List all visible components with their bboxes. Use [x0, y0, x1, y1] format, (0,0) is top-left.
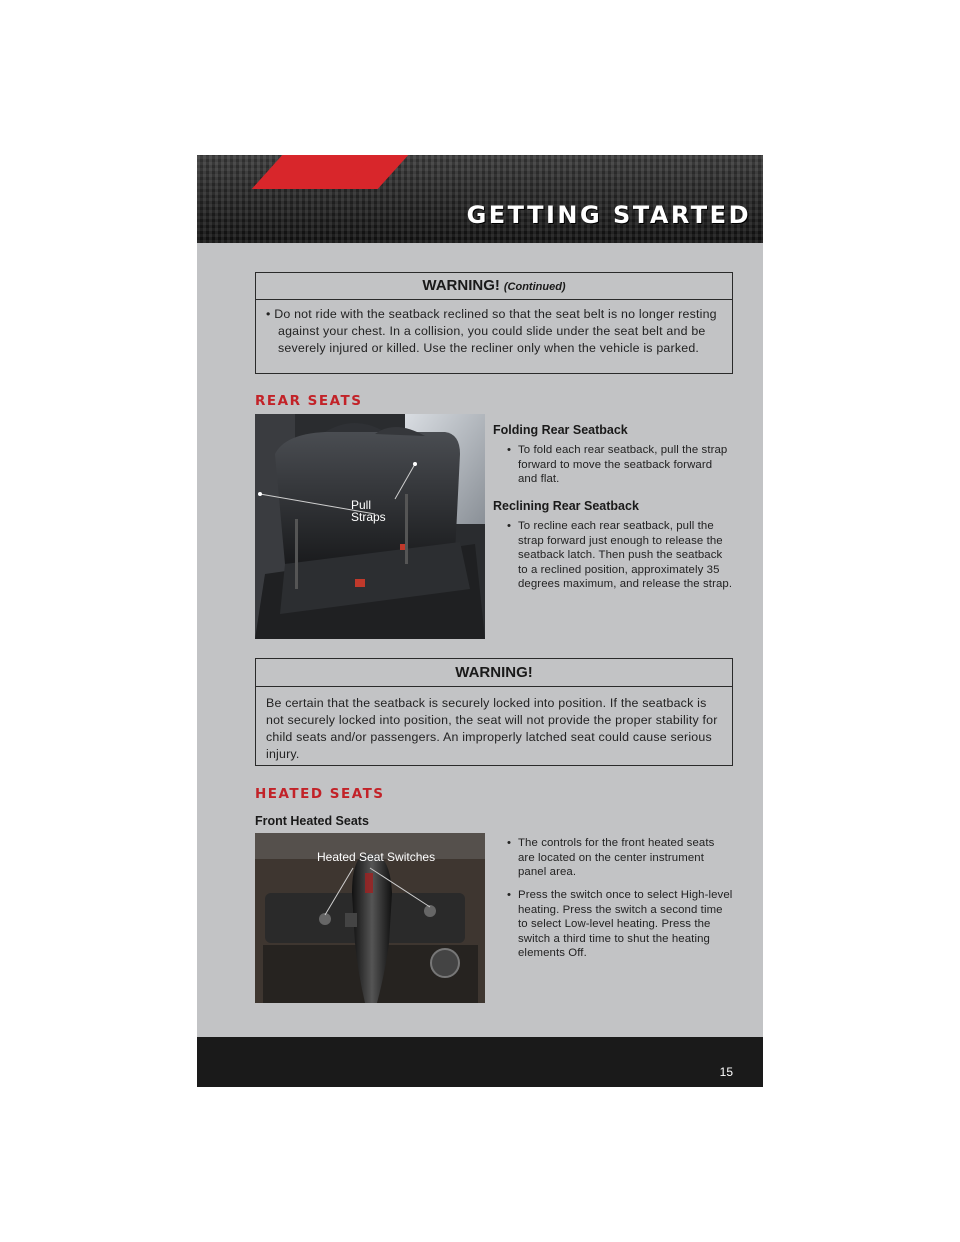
page-footer — [197, 1037, 763, 1087]
section-header-title: GETTING STARTED — [466, 201, 751, 229]
page-number: 15 — [719, 1065, 733, 1079]
heated-seat-switches-photo — [255, 833, 485, 1003]
reclining-rear-seatback-title: Reclining Rear Seatback — [493, 499, 639, 513]
warning-heading — [256, 273, 732, 300]
warning-bullet-item — [266, 306, 722, 357]
heated-bullet-1 — [507, 836, 734, 880]
folding-rear-seatback-title: Folding Rear Seatback — [493, 423, 628, 437]
photo-label-line-2: Straps — [351, 510, 386, 524]
front-heated-seats-title: Front Heated Seats — [255, 814, 369, 828]
heated-bullet-2 — [507, 888, 734, 961]
heated-seats-heading: HEATED SEATS — [255, 786, 385, 802]
rear-seats-photo — [255, 414, 485, 639]
warning-subtitle: (Continued) — [503, 281, 566, 293]
warning-body — [256, 300, 732, 363]
photo-label-line-1: Pull — [351, 498, 372, 512]
rear-seat-illustration — [255, 414, 485, 639]
manual-page — [197, 155, 763, 1087]
reclining-text: To recline each rear seatback, pull the strap forward just enough to release the seatback latch. Then push the seatback to a reclined position, approximately 35 degrees maximum, and release the strap. — [518, 520, 733, 590]
warning-body: Be certain that the seatback is securely locked into position. If the seatback is not securely locked into position, the seat will not provide the proper stability for child seats and/or passengers. An improperly latched seat could cause serious injury. — [266, 696, 718, 761]
page-header — [197, 155, 763, 243]
bullet-glyph: • — [507, 889, 512, 901]
warning-box-continued — [255, 272, 733, 374]
heated-switch-text: Press the switch once to select High-level heating. Press the switch a second time to select Low-level heating. Press the switch a third time to shut the heating elements Off. — [518, 889, 733, 959]
folding-text: To fold each rear seatback, pull the strap forward to move the seatback forward and flat. — [518, 444, 728, 485]
folding-bullet — [507, 443, 734, 487]
photo-label-heated-seat-switches: Heated Seat Switches — [317, 850, 436, 864]
bullet-glyph: • — [507, 444, 512, 456]
warning-heading — [256, 659, 732, 687]
bullet-glyph: • — [507, 837, 512, 849]
bullet-glyph: • — [266, 307, 271, 321]
photo-label-pull-straps — [351, 499, 386, 523]
warning-title: WARNING! — [422, 277, 500, 294]
warning-text: Do not ride with the seatback reclined so that the seat belt is no longer resting against your chest. In a collision, you could slide under the seat belt and be severely injured or killed. Use the recliner only when the vehicle is parked. — [274, 307, 717, 355]
warning-title: WARNING! — [455, 664, 533, 681]
warning-box-seatback — [255, 658, 733, 766]
bullet-glyph: • — [507, 520, 512, 532]
heated-controls-text: The controls for the front heated seats are located on the center instrument panel area. — [518, 837, 715, 878]
rear-seats-heading: REAR SEATS — [255, 393, 363, 409]
reclining-bullet — [507, 519, 734, 592]
